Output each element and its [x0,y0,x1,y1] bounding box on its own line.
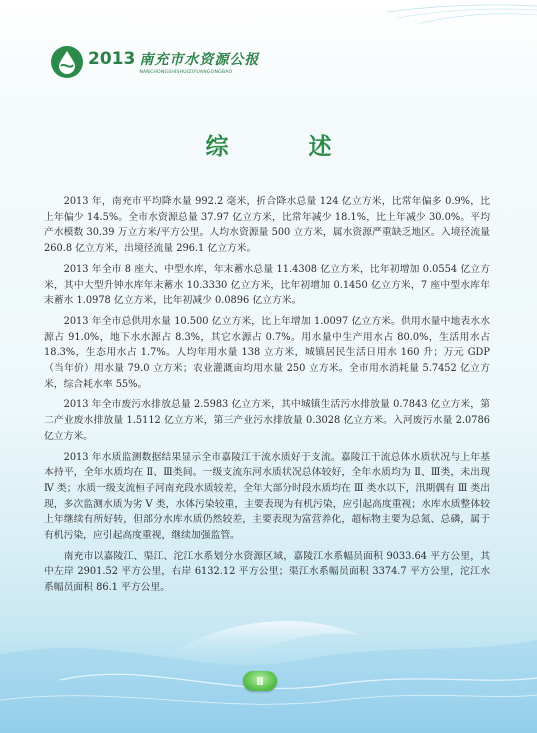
report-header [50,45,259,79]
paragraph-reservoirs: 2013 年全市 8 座大、中型水库，年末蓄水总量 11.4308 亿立方米，比年初增加 0.0554 亿立方米，其中大型升钟水库年末蓄水 10.3330 亿立方米，比年初增加 0.1450 亿立方米，7 座中型水库年末蓄水 1.0978 亿立方米，比年初减少 0.0896 亿立方米。 [44,263,490,307]
water-drop-logo-icon [50,45,84,79]
summary-body [44,194,490,601]
report-name [139,49,259,75]
decorative-lines [387,0,537,30]
page-title: 综 述 [205,133,368,160]
paragraph-water-quality: 2013 年水质监测数据结果显示全市嘉陵江干流水质好于支流。嘉陵江干流总体水质状况与上年基本持平，全年水质均在 Ⅱ、Ⅲ类间。一级支流东河水质状况总体较好，全年水质均为 Ⅱ、Ⅲ类，未出现 Ⅳ 类；水质一级支流桓子河南充段水质较差，全年大部分时段水质均在 Ⅲ 类水以下，汛期偶有 Ⅲ 类出现，多次监测水质为劣 Ⅴ 类，水体污染较重，主要表现为有机污染，应引起高度重视；水库水质整体较上年继续有所好转，但部分水库水质仍然较差，主要表现为富营养化，超标物主要为总氮、总磷，属于有机污染，应引起高度重视，继续加强监管。 [44,451,490,542]
report-name-chinese: 南充市水资源公报 [139,52,260,68]
report-year: 2013 [88,49,136,69]
paragraph-basins: 南充市以嘉陵江、渠江、沱江水系划分水资源区域，嘉陵江水系幅员面积 9033.64 平方公里，其中左岸 2901.52 平方公里，右岸 6132.12 平方公里；渠江水系幅员面积 3374.7 平方公里，沱江水系幅员面积 86.1 平方公里。 [44,550,490,594]
paragraph-water-use: 2013 年全市总供用水量 10.500 亿立方米，比上年增加 1.0097 亿立方米。供用水量中地表水水源占 91.0%，地下水水源占 8.3%，其它水源占 0.7%。用水量中生产用水占 80.0%，生活用水占 18.3%，生态用水占 1.7%。人均年用水量 138 立方米，城镇居民生活日用水 160 升；万元 GDP（当年价）用水量 79.0 立方米；农业灌溉亩均用水量 250 立方米。全市用水消耗量 5.7452 亿立方米，综合耗水率 55%。 [44,315,490,390]
report-name-pinyin: NANCHONGSHISHUIZIYUANGONGBAO [139,70,233,75]
page-number-badge: Ⅱ [243,671,277,691]
water-wave-illustration [0,560,537,733]
paragraph-precipitation: 2013 年，南充市平均降水量 992.2 毫米，折合降水总量 124 亿立方米，比常年偏多 0.9%，比上年偏少 14.5%。全市水资源总量 37.97 亿立方米，比常年减少 18.1%，比上年减少 30.0%。平均产水模数 30.39 万立方米/平方公里。人均水资源量 500 立方米，属水资源严重缺乏地区。入境径流量 260.8 亿立方米，出境径流量 296.1 亿立方米。 [44,196,490,255]
paragraph-wastewater: 2013 年全市废污水排放总量 2.5983 亿立方米，其中城镇生活污水排放量 0.7843 亿立方米，第二产业废水排放量 1.5112 亿立方米，第三产业污水排放量 0.3028 亿立方米。入河废污水量 2.0786 亿立方米。 [44,399,490,442]
